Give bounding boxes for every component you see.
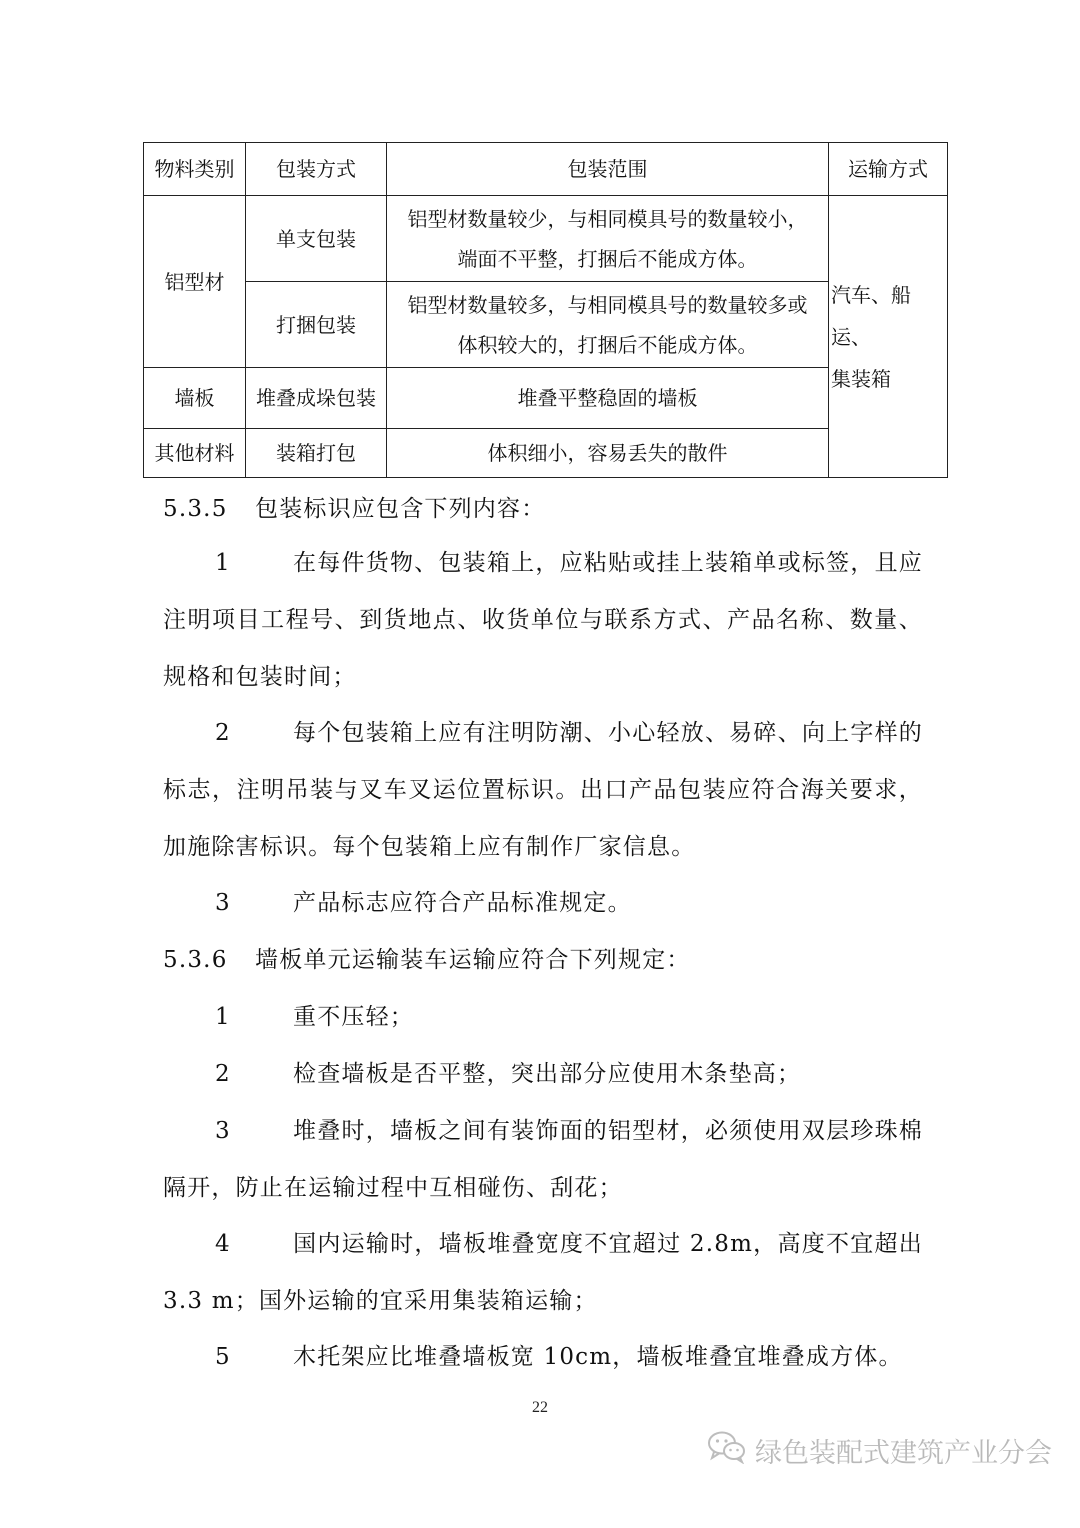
scope-cell	[387, 196, 829, 282]
method-cell: 装箱打包	[246, 429, 387, 478]
item-text: 木托架应比堆叠墙板宽 10cm，墙板堆叠宜堆叠成方体。	[293, 1344, 903, 1370]
header-cell: 包装方式	[246, 143, 387, 196]
category-cell: 墙板	[144, 368, 246, 429]
list-item	[163, 1046, 923, 1103]
transport-line: 汽车、船运、	[831, 282, 911, 349]
section-heading	[163, 481, 923, 538]
section-title: 包装标识应包含下列内容：	[255, 496, 546, 522]
scope-line: 铝型材数量较多，与相同模具号的数量较多或	[407, 292, 808, 317]
header-cell: 物料类别	[144, 143, 246, 196]
method-cell: 打捆包装	[246, 282, 387, 368]
item-number: 2	[215, 720, 231, 746]
transport-cell	[829, 196, 948, 478]
packaging-table	[143, 142, 948, 478]
item-number: 3	[215, 890, 231, 916]
item-number: 1	[215, 550, 231, 576]
item-text: 在每件货物、包装箱上，应粘贴或挂上装箱单或标签，且应注明项目工程号、到货地点、收货单位与联系方式、产品名称、数量、规格和包装时间；	[163, 550, 923, 690]
list-item	[163, 535, 923, 706]
table-row	[144, 282, 948, 368]
table-row	[144, 368, 948, 429]
watermark	[707, 1425, 1052, 1475]
list-item	[163, 989, 923, 1046]
list-item	[163, 1216, 923, 1330]
scope-line: 端面不平整，打捆后不能成方体。	[457, 246, 758, 271]
item-number: 1	[215, 1004, 231, 1030]
item-text: 检查墙板是否平整，突出部分应使用木条垫高；	[293, 1061, 802, 1087]
section-number: 5.3.6	[163, 947, 228, 973]
section-heading	[163, 932, 923, 989]
table-row	[144, 196, 948, 282]
scope-line: 体积较大的，打捆后不能成方体。	[457, 332, 758, 357]
list-item	[163, 705, 923, 876]
item-number: 4	[215, 1231, 231, 1257]
wechat-icon	[707, 1430, 755, 1471]
list-item	[163, 1329, 923, 1386]
header-cell: 包装范围	[387, 143, 829, 196]
table-header-row	[144, 143, 948, 196]
transport-line: 集装箱	[831, 366, 891, 391]
section-title: 墙板单元运输装车运输应符合下列规定：	[255, 947, 691, 973]
scope-cell: 体积细小，容易丢失的散件	[387, 429, 829, 478]
category-cell: 铝型材	[144, 196, 246, 368]
list-item	[163, 875, 923, 932]
header-cell: 运输方式	[829, 143, 948, 196]
table-row	[144, 429, 948, 478]
item-number: 5	[215, 1344, 231, 1370]
item-text: 重不压轻；	[293, 1004, 414, 1030]
scope-cell	[387, 282, 829, 368]
item-number: 2	[215, 1061, 231, 1087]
item-text: 堆叠时，墙板之间有装饰面的铝型材，必须使用双层珍珠棉隔开，防止在运输过程中互相碰伤、刮花；	[163, 1118, 923, 1201]
scope-line: 铝型材数量较少，与相同模具号的数量较小，	[407, 206, 808, 231]
scope-cell: 堆叠平整稳固的墙板	[387, 368, 829, 429]
section-number: 5.3.5	[163, 496, 228, 522]
item-text: 国内运输时，墙板堆叠宽度不宜超过 2.8m，高度不宜超出 3.3 m；国外运输的宜采用集装箱运输；	[163, 1231, 923, 1314]
category-cell: 其他材料	[144, 429, 246, 478]
page-number: 22	[532, 1399, 548, 1416]
item-text: 每个包装箱上应有注明防潮、小心轻放、易碎、向上字样的标志，注明吊装与叉车叉运位置标识。出口产品包装应符合海关要求，加施除害标识。每个包装箱上应有制作厂家信息。	[163, 720, 923, 860]
method-cell: 单支包装	[246, 196, 387, 282]
list-item	[163, 1103, 923, 1217]
watermark-text: 绿色装配式建筑产业分会	[755, 1437, 1052, 1469]
item-number: 3	[215, 1118, 231, 1144]
item-text: 产品标志应符合产品标准规定。	[293, 890, 632, 916]
method-cell: 堆叠成垛包装	[246, 368, 387, 429]
